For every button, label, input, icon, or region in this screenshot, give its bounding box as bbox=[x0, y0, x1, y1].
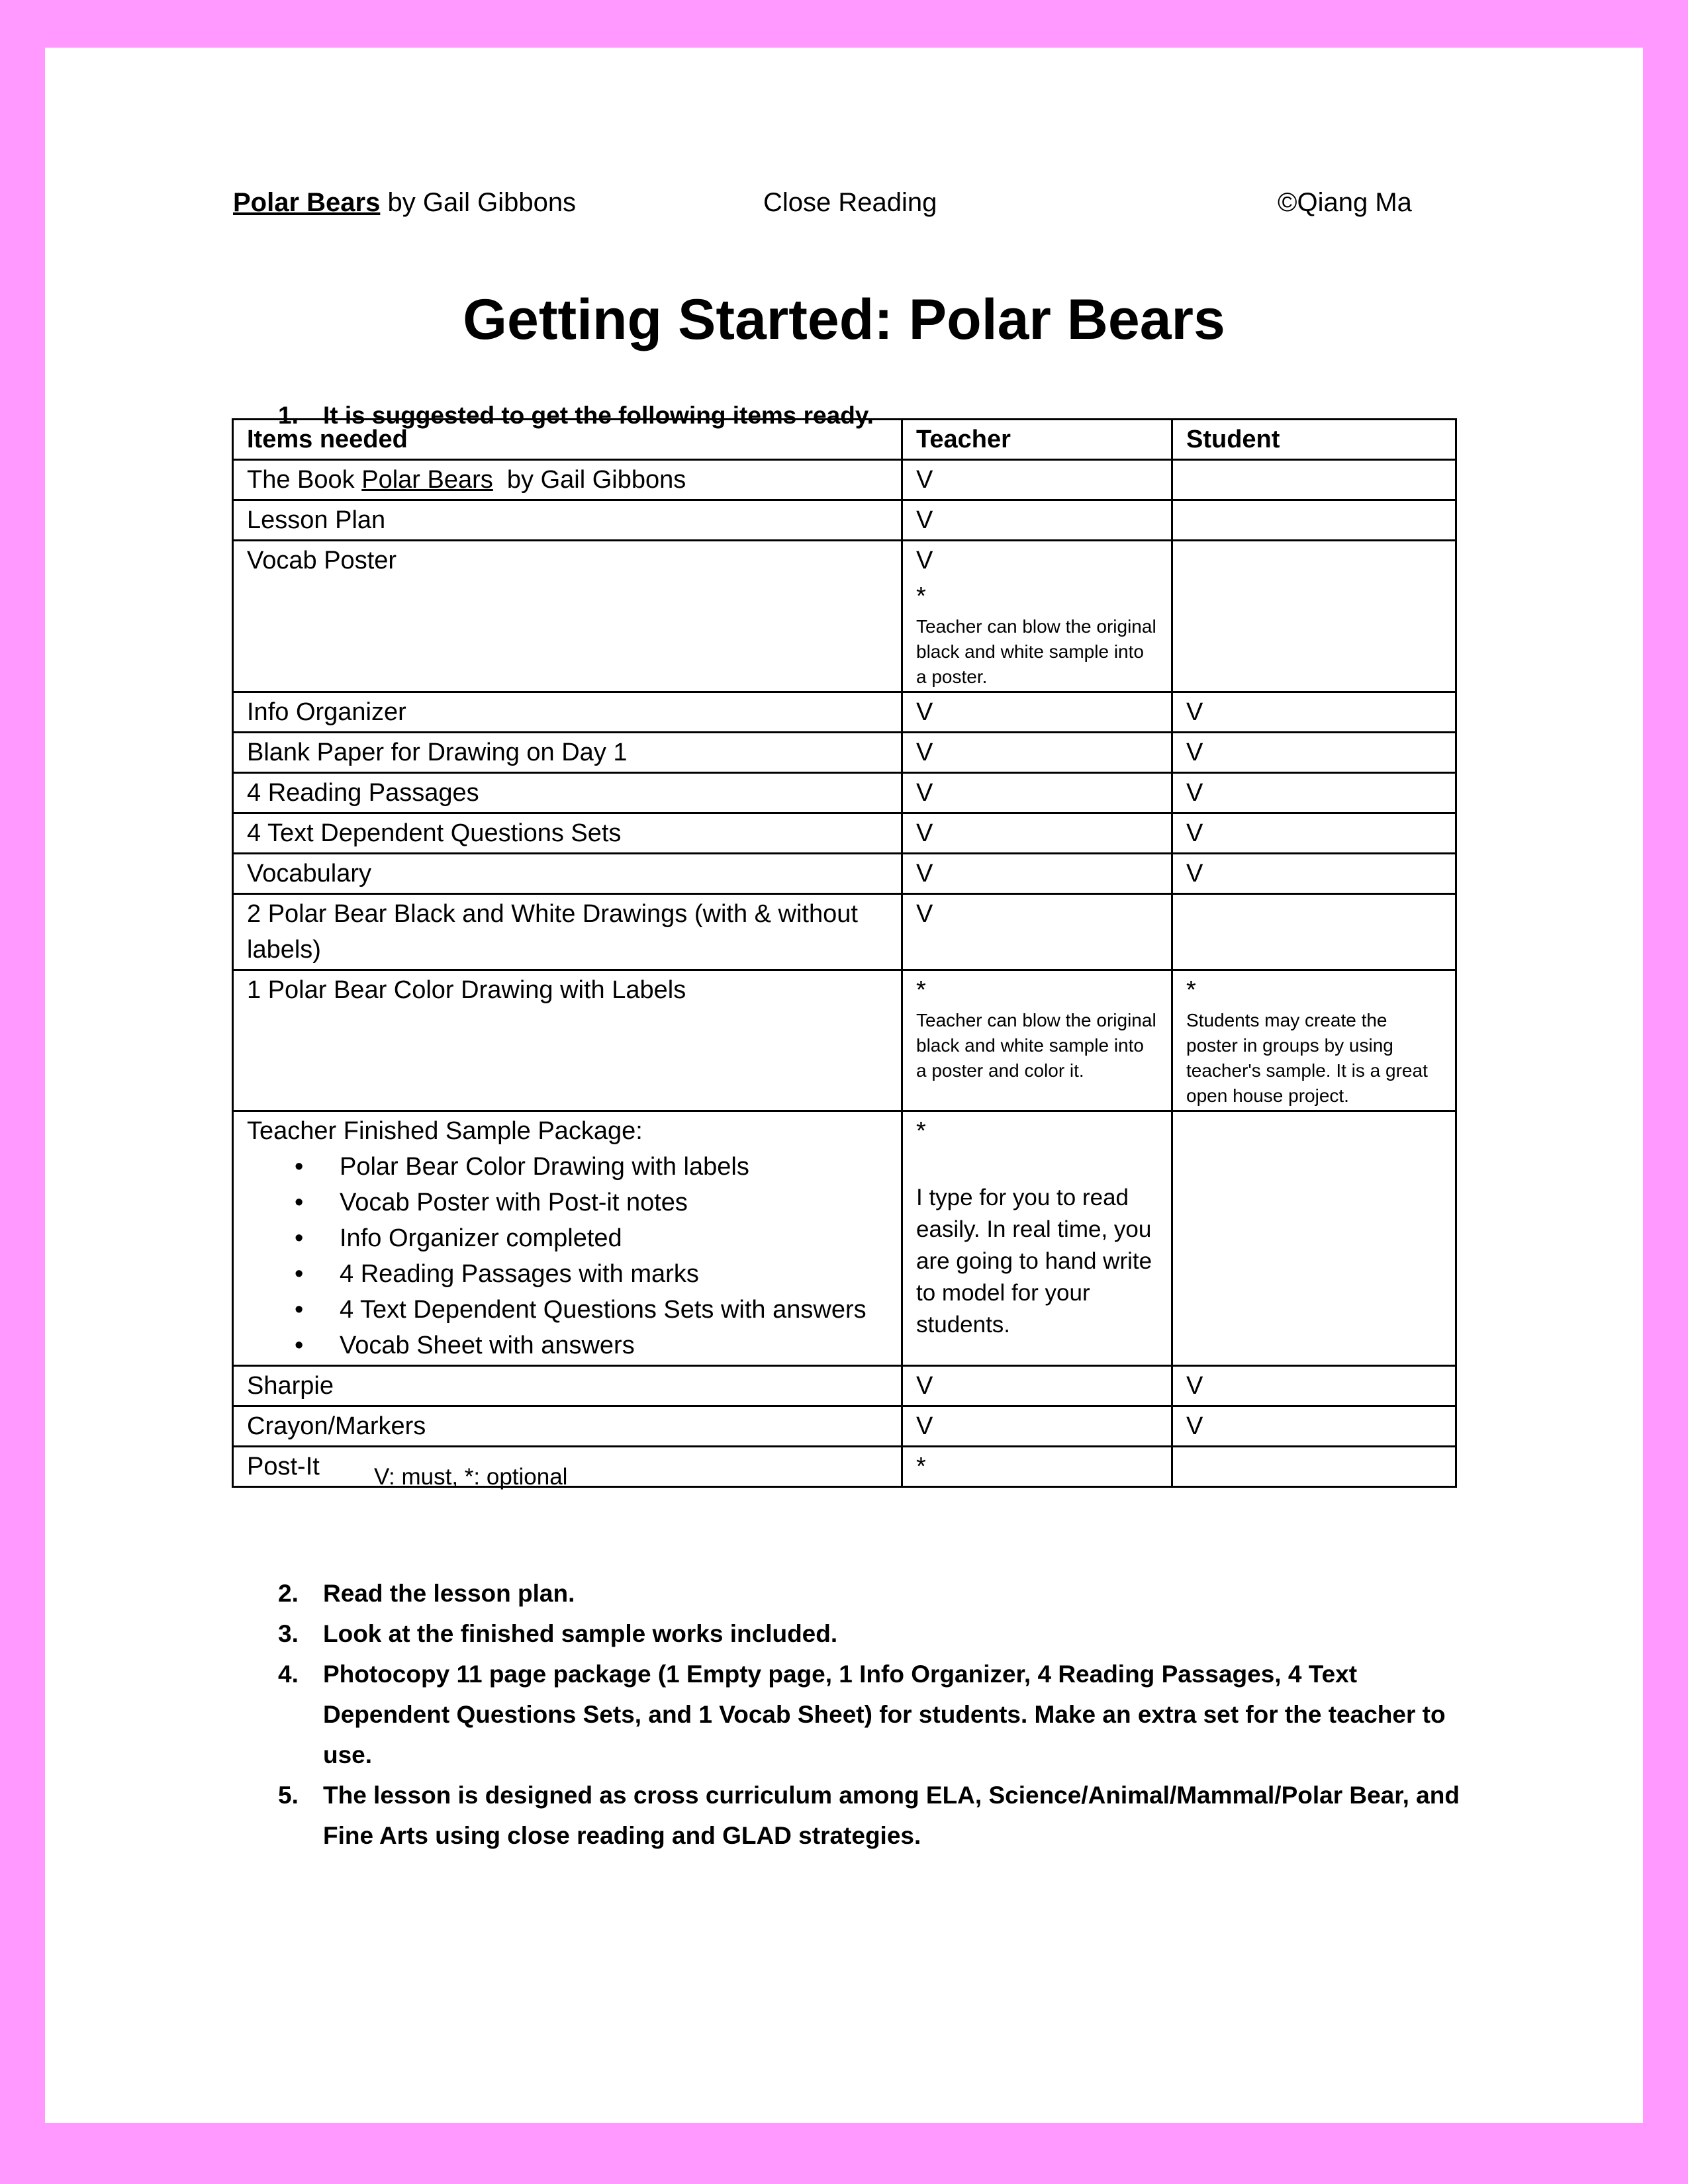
item-cell: Info Organizer bbox=[233, 692, 902, 733]
item-cell: Post-It bbox=[233, 1447, 902, 1487]
teacher-cell: * bbox=[902, 1447, 1172, 1487]
step-number: 1. bbox=[278, 402, 299, 429]
step-2 bbox=[278, 1573, 1489, 1614]
teacher-cell: V bbox=[902, 813, 1172, 854]
header-book-title bbox=[233, 188, 576, 218]
table-row bbox=[233, 813, 1456, 854]
teacher-cell: V bbox=[902, 500, 1172, 541]
student-cell bbox=[1172, 894, 1456, 970]
item-cell: 2 Polar Bear Black and White Drawings (with & without labels) bbox=[233, 894, 902, 970]
teacher-note: I type for you to read easily. In real time, you are going to hand write to model for your students. bbox=[916, 1185, 1152, 1338]
teacher-cell: V bbox=[902, 854, 1172, 894]
item-cell: Sharpie bbox=[233, 1366, 902, 1406]
teacher-cell: V bbox=[902, 1366, 1172, 1406]
step-5 bbox=[278, 1775, 1489, 1856]
teacher-mark: V bbox=[916, 547, 933, 574]
header-items-needed: Items needed bbox=[233, 420, 902, 460]
student-star: * bbox=[1186, 976, 1196, 1004]
list-item: • Polar Bear Color Drawing with labels bbox=[340, 1149, 888, 1185]
book-author: by Gail Gibbons bbox=[387, 188, 577, 217]
step-text: Read the lesson plan. bbox=[323, 1580, 575, 1607]
student-note: Students may create the poster in groups by using teacher's sample. It is a great open house project. bbox=[1186, 1010, 1428, 1106]
student-cell bbox=[1172, 541, 1456, 692]
header-student: Student bbox=[1172, 420, 1456, 460]
teacher-star: * bbox=[916, 976, 926, 1004]
table-row bbox=[233, 692, 1456, 733]
item-cell: Vocab Poster bbox=[233, 541, 902, 692]
student-cell: V bbox=[1172, 1406, 1456, 1447]
package-list bbox=[247, 1149, 888, 1363]
student-cell: V bbox=[1172, 1366, 1456, 1406]
step-text: The lesson is designed as cross curriculum among ELA, Science/Animal/Mammal/Polar Bear, and Fine Arts using close reading and GLAD strategies. bbox=[323, 1782, 1460, 1849]
item-book-title: Polar Bears bbox=[361, 466, 493, 494]
student-cell: V bbox=[1172, 773, 1456, 813]
teacher-cell: V bbox=[902, 460, 1172, 500]
items-table bbox=[232, 418, 1457, 1488]
item-cell: 4 Text Dependent Questions Sets bbox=[233, 813, 902, 854]
student-cell bbox=[1172, 970, 1456, 1111]
student-cell: V bbox=[1172, 733, 1456, 773]
step-4 bbox=[278, 1654, 1489, 1775]
student-cell: V bbox=[1172, 854, 1456, 894]
step-3 bbox=[278, 1614, 1489, 1654]
item-cell: Lesson Plan bbox=[233, 500, 902, 541]
table-row bbox=[233, 894, 1456, 970]
table-header-row bbox=[233, 420, 1456, 460]
step-text: It is suggested to get the following items ready. bbox=[323, 402, 874, 429]
item-cell: Blank Paper for Drawing on Day 1 bbox=[233, 733, 902, 773]
book-title: Polar Bears bbox=[233, 188, 381, 217]
teacher-cell bbox=[902, 541, 1172, 692]
table-row bbox=[233, 1406, 1456, 1447]
student-cell: V bbox=[1172, 692, 1456, 733]
teacher-note: Teacher can blow the original black and white sample into a poster and color it. bbox=[916, 1010, 1156, 1081]
teacher-star: * bbox=[916, 582, 926, 610]
list-item: • 4 Reading Passages with marks bbox=[340, 1256, 888, 1292]
step-number: 2. bbox=[278, 1580, 299, 1607]
header-copyright: ©Qiang Ma bbox=[1278, 188, 1412, 217]
student-cell bbox=[1172, 460, 1456, 500]
teacher-cell bbox=[902, 970, 1172, 1111]
teacher-cell: V bbox=[902, 733, 1172, 773]
teacher-cell: V bbox=[902, 692, 1172, 733]
step-text: Look at the finished sample works included. bbox=[323, 1620, 838, 1647]
header-center-text: Close Reading bbox=[763, 188, 937, 217]
table-row bbox=[233, 500, 1456, 541]
student-cell bbox=[1172, 500, 1456, 541]
list-item: • Vocab Sheet with answers bbox=[340, 1328, 888, 1363]
table-legend: V: must, *: optional bbox=[374, 1464, 568, 1490]
student-cell bbox=[1172, 1111, 1456, 1366]
teacher-star: * bbox=[916, 1117, 926, 1145]
step-text: Photocopy 11 page package (1 Empty page, 1 Info Organizer, 4 Reading Passages, 4 Text Dependent Questions Sets, and 1 Vocab Sheet) for students. Make an extra set for the teacher to use. bbox=[323, 1661, 1446, 1768]
list-item: • Vocab Poster with Post-it notes bbox=[340, 1185, 888, 1220]
table-row bbox=[233, 970, 1456, 1111]
table-row bbox=[233, 854, 1456, 894]
package-title: Teacher Finished Sample Package: bbox=[247, 1117, 643, 1145]
student-cell bbox=[1172, 1447, 1456, 1487]
teacher-cell: V bbox=[902, 773, 1172, 813]
table-row bbox=[233, 773, 1456, 813]
table-row bbox=[233, 733, 1456, 773]
teacher-cell: V bbox=[902, 1406, 1172, 1447]
item-cell bbox=[233, 1111, 902, 1366]
page-title: Getting Started: Polar Bears bbox=[463, 288, 1225, 351]
table-row bbox=[233, 1111, 1456, 1366]
table-row bbox=[233, 541, 1456, 692]
step-number: 5. bbox=[278, 1782, 299, 1809]
item-cell: Crayon/Markers bbox=[233, 1406, 902, 1447]
item-cell bbox=[233, 460, 902, 500]
item-cell: Vocabulary bbox=[233, 854, 902, 894]
table-row bbox=[233, 460, 1456, 500]
list-item: • 4 Text Dependent Questions Sets with answers bbox=[340, 1292, 888, 1328]
item-suffix: by Gail Gibbons bbox=[506, 466, 686, 494]
document-page bbox=[45, 48, 1643, 2123]
teacher-cell: V bbox=[902, 894, 1172, 970]
list-item: • Info Organizer completed bbox=[340, 1220, 888, 1256]
step-number: 4. bbox=[278, 1661, 299, 1688]
header-teacher: Teacher bbox=[902, 420, 1172, 460]
item-prefix: The Book bbox=[247, 466, 355, 494]
teacher-cell bbox=[902, 1111, 1172, 1366]
student-cell: V bbox=[1172, 813, 1456, 854]
table-row bbox=[233, 1366, 1456, 1406]
item-cell: 1 Polar Bear Color Drawing with Labels bbox=[233, 970, 902, 1111]
item-cell: 4 Reading Passages bbox=[233, 773, 902, 813]
teacher-note: Teacher can blow the original black and white sample into a poster. bbox=[916, 616, 1156, 687]
step-number: 3. bbox=[278, 1620, 299, 1647]
